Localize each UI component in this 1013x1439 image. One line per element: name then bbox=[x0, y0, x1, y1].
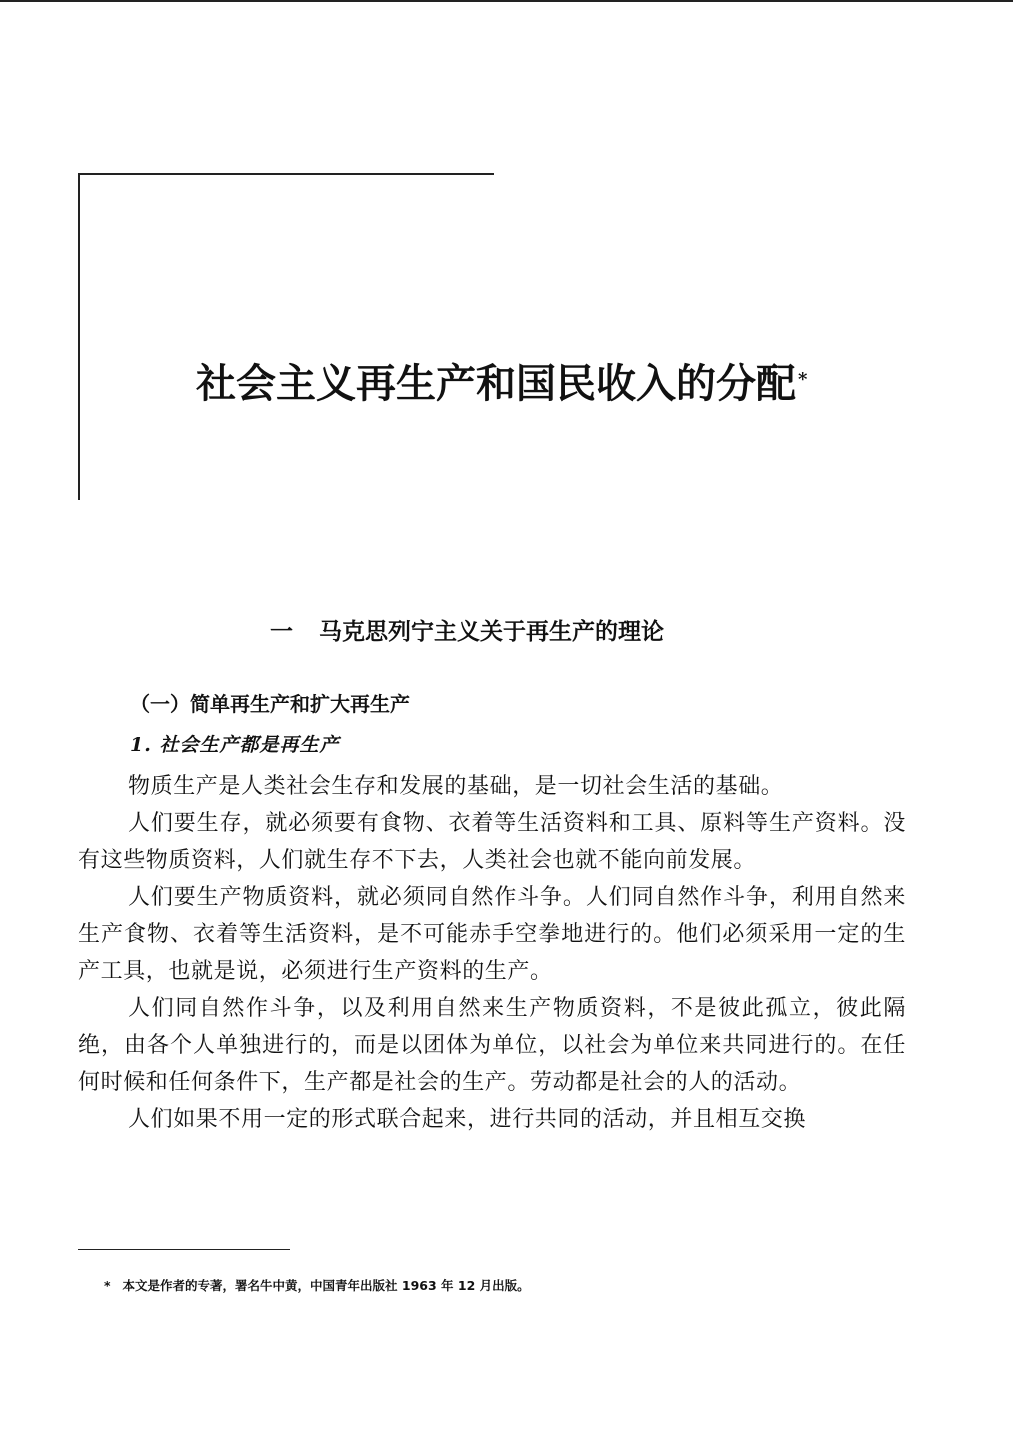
section-title: 马克思列宁主义关于再生产的理论 bbox=[319, 619, 664, 645]
section-heading bbox=[270, 614, 664, 650]
article-title bbox=[196, 358, 808, 410]
paragraph-5: 人们如果不用一定的形式联合起来，进行共同的活动，并且相互交换 bbox=[128, 1107, 807, 1132]
footnote bbox=[104, 1276, 530, 1296]
paragraph-2: 人们要生存，就必须要有食物、衣着等生活资料和工具、原料等生产资料。没有这些物质资料，人们就生存不下去，人类社会也就不能向前发展。 bbox=[78, 811, 906, 873]
article-title-text: 社会主义再生产和国民收入的分配 bbox=[196, 360, 796, 407]
title-footnote-mark[interactable]: * bbox=[798, 369, 808, 390]
paragraph-1: 物质生产是人类社会生存和发展的基础，是一切社会生活的基础。 bbox=[128, 774, 784, 799]
section-number: 一 bbox=[270, 619, 293, 645]
title-frame-left-rule bbox=[78, 173, 80, 500]
subsection-heading: （一）简单再生产和扩大再生产 bbox=[130, 692, 410, 716]
paragraph-4: 人们同自然作斗争，以及利用自然来生产物质资料，不是彼此孤立，彼此隔绝，由各个人单独进行的，而是以团体为单位，以社会为单位来共同进行的。在任何时候和任何条件下，生产都是社会的生产。劳动都是社会的人的活动。 bbox=[78, 996, 906, 1095]
item-heading: 1. 社会生产都是再生产 bbox=[130, 734, 340, 756]
footnote-mark: * bbox=[104, 1278, 111, 1293]
paragraph-3: 人们要生产物质资料，就必须同自然作斗争。人们同自然作斗争，利用自然来生产食物、衣着等生活资料，是不可能赤手空拳地进行的。他们必须采用一定的生产工具，也就是说，必须进行生产资料的生产。 bbox=[78, 885, 906, 984]
page-top-border bbox=[0, 0, 1013, 2]
body-text bbox=[78, 768, 906, 1138]
footnote-separator bbox=[78, 1249, 290, 1250]
footnote-text: 本文是作者的专著，署名牛中黄，中国青年出版社 1963 年 12 月出版。 bbox=[122, 1278, 530, 1293]
title-frame-top-rule bbox=[78, 173, 494, 175]
